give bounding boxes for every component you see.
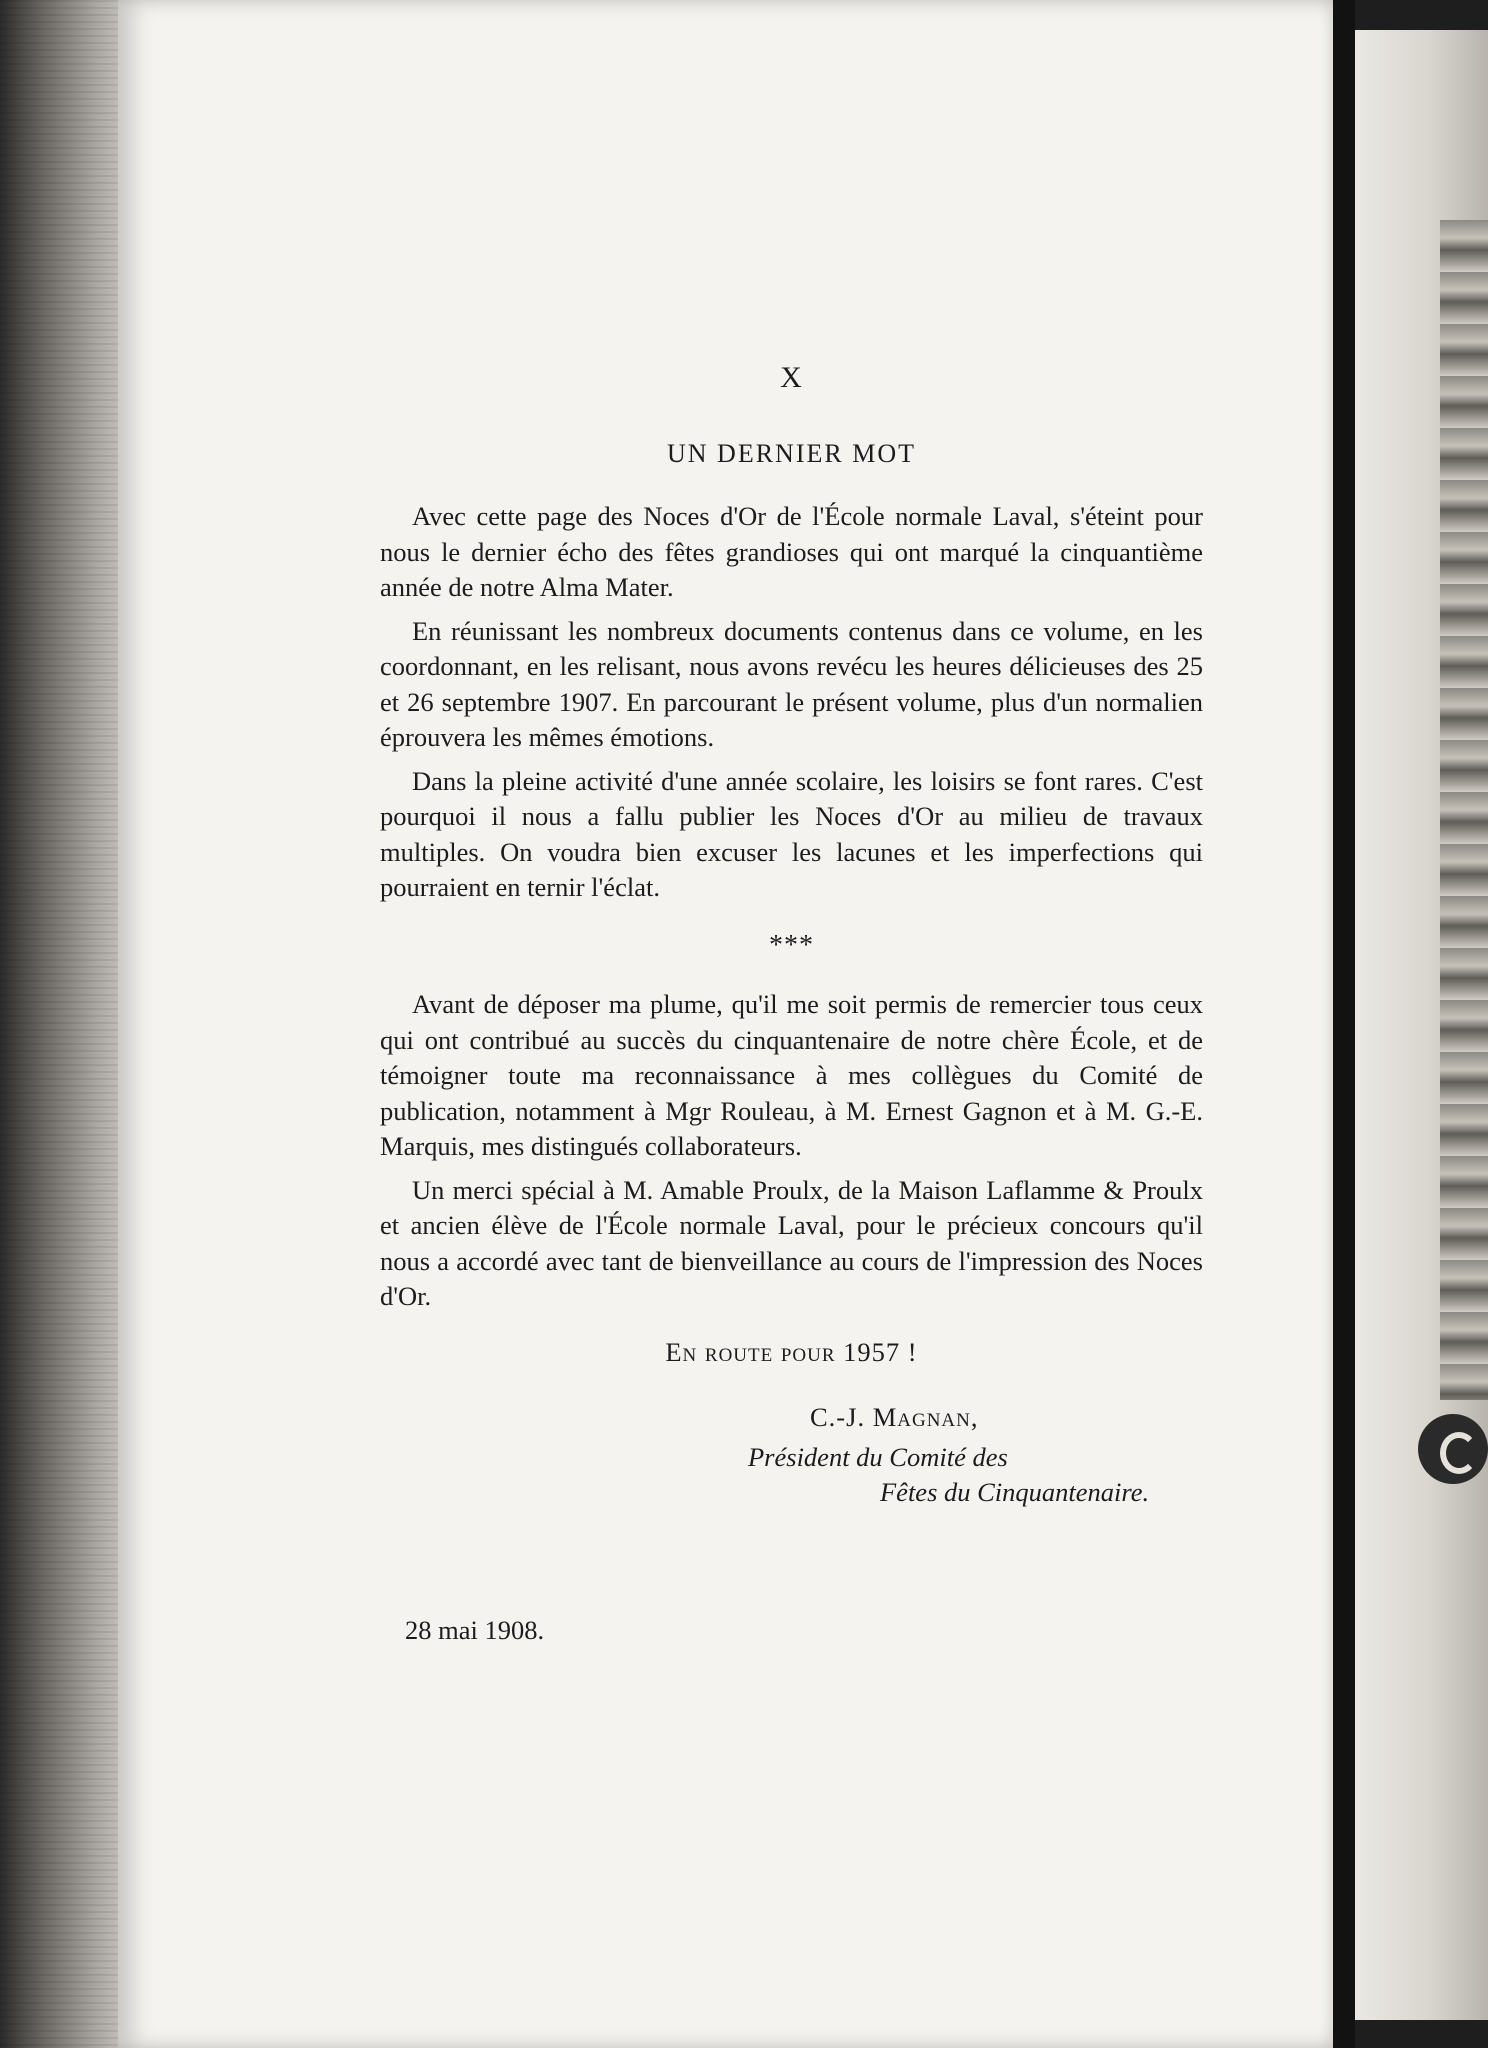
signature-name: C.-J. Magnan, — [810, 1402, 979, 1432]
paragraph-3: Dans la pleine activité d'une année scolaire, les loisirs se font rares. C'est pourquoi il nous a fallu publier les Noces d'Or au milieu de travaux multiples. On voudra bien excuser les lacunes et les imperfections qui pourraient en ternir l'éclat. — [380, 765, 1203, 902]
chapter-title: UN DERNIER MOT — [667, 438, 916, 468]
book-gutter — [1333, 0, 1355, 2048]
page-text — [380, 360, 1203, 1511]
closing-line: En route pour 1957 ! — [665, 1336, 918, 1367]
facing-page-seal-icon — [1418, 1414, 1488, 1484]
paragraph-2: En réunissant les nombreux documents contenus dans ce volume, en les coordonnant, en les relisant, nous avons revécu les heures délicieuses des 25 et 26 septembre 1907. En parcourant le présent volume, plus d'un normalien éprouvera les mêmes émotions. — [380, 615, 1203, 752]
paragraph-4: Avant de déposer ma plume, qu'il me soit permis de remercier tous ceux qui ont contribué au succès du cinquantenaire de notre chère École, et de témoigner toute ma reconnaissance à mes collègues du Comité de publication, notamment à Mgr Rouleau, à M. Ernest Gagnon et à M. G.-E. Marquis, mes distingués collaborateurs. — [380, 989, 1203, 1161]
paragraph-1: Avec cette page des Noces d'Or de l'École normale Laval, s'éteint pour nous le dernier écho des fêtes grandioses qui ont marqué la cinquantième année de notre Alma Mater. — [380, 501, 1203, 602]
book-page-stack — [0, 0, 128, 2048]
chapter-number: X — [780, 361, 803, 394]
signature-title-line-2: Fêtes du Cinquantenaire. — [880, 1477, 1150, 1507]
facing-page-illustration-strip — [1440, 220, 1488, 1400]
letter-date: 28 mai 1908. — [405, 1615, 545, 1645]
paragraph-5: Un merci spécial à M. Amable Proulx, de la Maison Laflamme & Proulx et ancien élève de l'École normale Laval, pour le précieux concours qu'il nous a accordé avec tant de bienveillance au cours de l'impression des Noces d'Or. — [380, 1174, 1203, 1311]
section-separator: *** — [769, 929, 814, 961]
signature-title-line-1: Président du Comité des — [748, 1441, 1008, 1472]
